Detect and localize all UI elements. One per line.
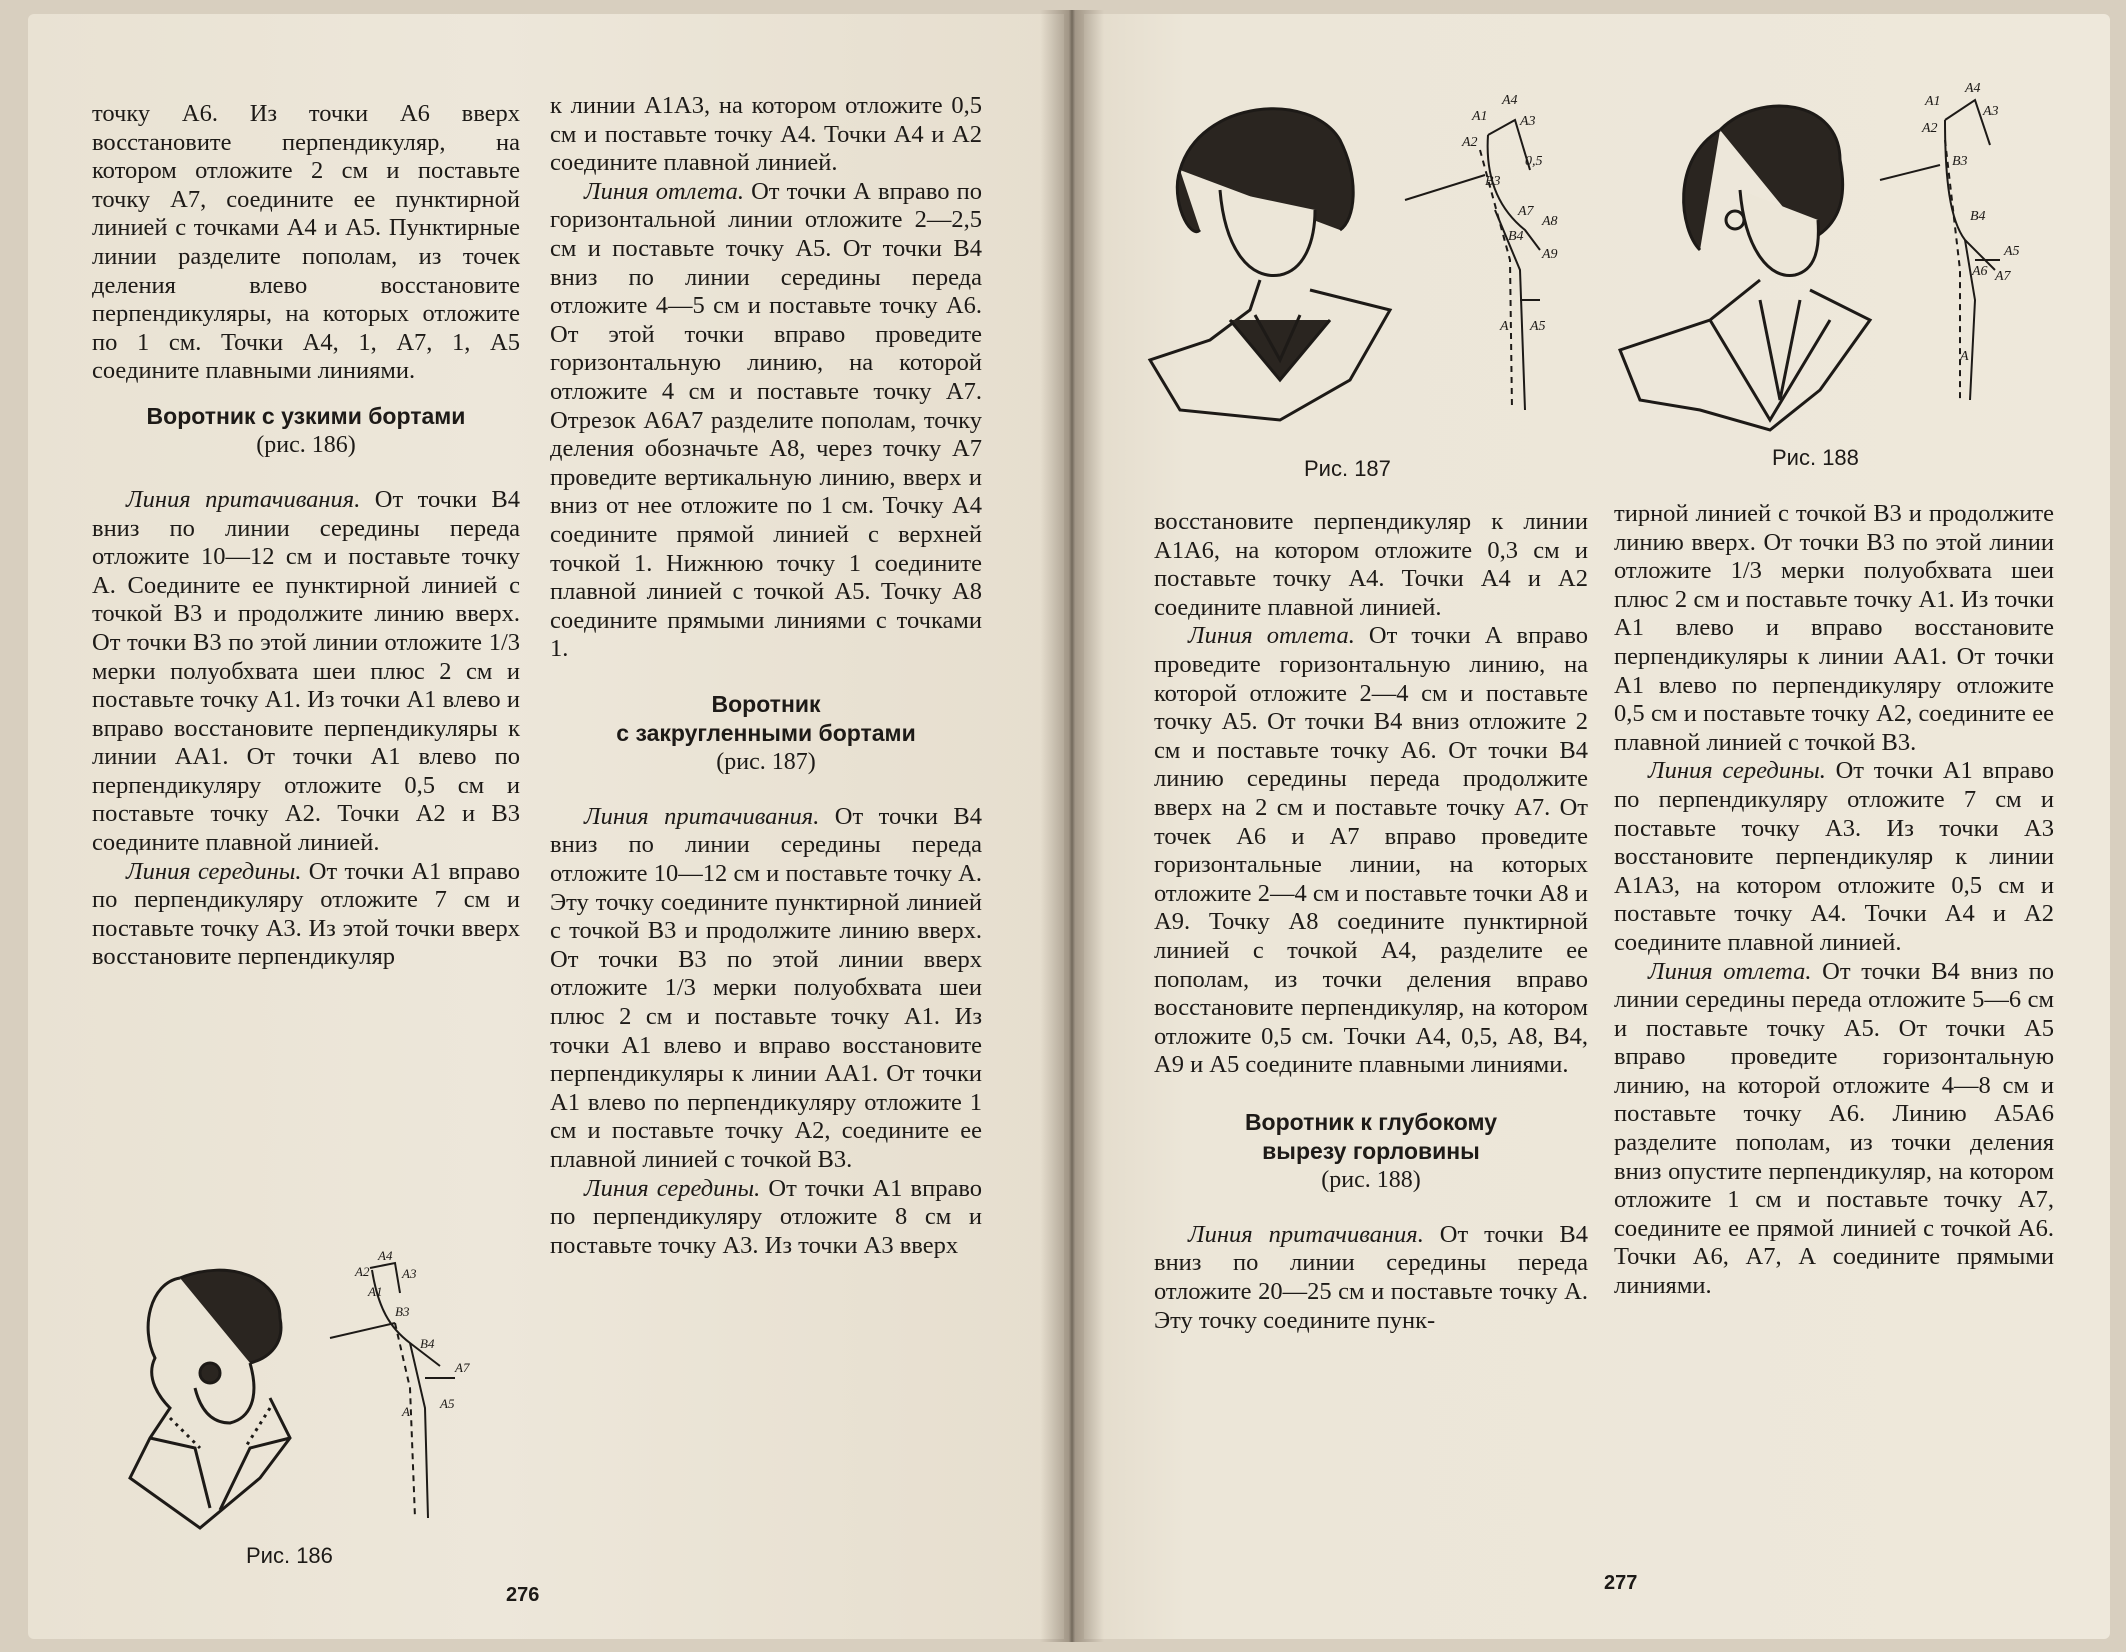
paragraph: Линия середины. От точки А1 вправо по перпендикуляру отложите 7 см и поставьте точку А3. Из этой точки вверх восстановите перпендикуляр bbox=[92, 857, 520, 971]
figure-188-labels bbox=[1921, 81, 2020, 364]
paragraph: Линия притачивания. От точки В4 вниз по линии середины переда отложите 10—12 см и поставьте точку А. Эту точку соедините пунктирной линией с точкой В3 и продолжите линию вверх. От точки В3 по этой линии вверх отложите 1/3 мерки полуобхвата шеи плюс 2 см и поставьте точку А1. Из точки А1 влево и вправо восстановите перпендикуляры к линии АА1. От точки А1 влево по перпендикуляру отложите 1 см и поставьте точку А2, соедините ее плавной линией с точкой В3. bbox=[550, 802, 982, 1173]
collar-pattern-drawing bbox=[1880, 100, 2000, 400]
paragraph: восстановите перпендикуляр к линии А1А6, на котором отложите 0,3 см и поставьте точку А4. Точки А4 и А2 соедините плавной линией. bbox=[1154, 508, 1588, 621]
svg-text:А9: А9 bbox=[1542, 247, 1558, 262]
svg-text:В4: В4 bbox=[1508, 229, 1524, 244]
figure-caption: Рис. 186 bbox=[246, 1543, 333, 1568]
page-number: 276 bbox=[506, 1584, 540, 1606]
collar-pattern-drawing bbox=[1405, 120, 1540, 410]
figure-188 bbox=[1600, 70, 2060, 440]
right-column-2 bbox=[1614, 500, 2054, 1301]
paragraph: Линия отлета. От точки В4 вниз по линии середины переда отложите 5—6 см и поставьте точку А5. От точки А5 вправо проведите горизонтальную линию, на которой отложите 4—8 см и поставьте точку А6. Линию А5А6 разделите пополам, из точки деления вниз опустите перпендикуляр, на котором отложите 1 см и поставьте точку А7, соедините ее прямой линией с точкой А6. Точки А6, А7, А соедините прямыми линиями. bbox=[1614, 957, 2054, 1300]
paragraph: Линия середины. От точки А1 вправо по перпендикуляру отложите 7 см и поставьте точку А3. Из точки А3 восстановите перпендикуляр к линии А1А3, на котором отложите 0,5 см и поставьте точку А4. Точки А4 и А2 соедините плавной линией. bbox=[1614, 757, 2054, 956]
book-gutter bbox=[1040, 10, 1104, 1642]
svg-text:А4: А4 bbox=[378, 1248, 393, 1263]
figure-186-labels bbox=[354, 1248, 470, 1419]
paragraph: Линия отлета. От точки А вправо по горизонтальной линии отложите 2—2,5 см и поставьте точку А5. От точки В4 вниз по линии середины переда отложите 4—5 см и поставьте точку А6. От этой точки вправо проведите горизонтальную линию, на которой отложите 4 см и поставьте точку А7. Отрезок А6А7 разделите пополам, точку деления обозначьте А8, через точку А7 проведите вертикальную линию, вверх и вниз от нее отложите по 1 см. Точку А4 соедините прямой линией с верхней точкой 1. Нижнюю точку 1 соедините плавной линией с точкой А5. Точку А8 соедините прямыми линиями с точками 1. bbox=[550, 177, 982, 663]
svg-text:А3: А3 bbox=[402, 1266, 417, 1281]
svg-text:А7: А7 bbox=[455, 1360, 470, 1375]
paragraph: к линии А1А3, на котором отложите 0,5 см и поставьте точку А4. Точки А4 и А2 соедините плавной линией. bbox=[550, 92, 982, 177]
svg-text:А5: А5 bbox=[2004, 244, 2020, 259]
svg-text:В4: В4 bbox=[420, 1336, 435, 1351]
page-number: 277 bbox=[1604, 1572, 1638, 1594]
svg-text:А8: А8 bbox=[1542, 214, 1558, 229]
svg-text:А3: А3 bbox=[1520, 114, 1536, 129]
svg-text:0,5: 0,5 bbox=[1525, 154, 1543, 169]
paragraph: Линия притачивания. От точки В4 вниз по линии середины переда отложите 10—12 см и поставьте точку А. Соедините ее пунктирной линией с точкой В3 и продолжите линию вверх. От точки В3 по этой линии отложите 1/3 мерки полуобхвата шеи плюс 2 см и поставьте точку А1. Из точки А1 влево и вправо восстановите перпендикуляры к линии АА1. От точки А1 влево по перпендикуляру отложите 0,5 см и поставьте точку А2. Точки А2 и В3 соедините плавной линией. bbox=[92, 485, 520, 857]
svg-text:А4: А4 bbox=[1965, 81, 1981, 96]
paragraph: Линия отлета. От точки А вправо проведите горизонтальную линию, на которой отложите 2—4 см и поставьте точку А5. От точки В4 вниз отложите 2 см и поставьте точку А6. От точки В4 линию середины переда продолжите вверх на 2 см и поставьте точку А7. От точек А6 и А7 вправо проведите горизонтальные линии, на которых отложите 2—4 см и поставьте точки А8 и А9. Точку А8 соедините пунктирной линией с точкой А4, разделите ее пополам, из точки деления вправо восстановите перпендикуляр, на котором отложите 0,5 см. Точки А4, 0,5, А8, В4, А9 и А5 соедините плавными линиями. bbox=[1154, 622, 1588, 1079]
section-heading: Воротник с узкими бортами (рис. 186) bbox=[146, 402, 466, 458]
figure-186 bbox=[110, 1248, 510, 1538]
svg-text:А3: А3 bbox=[1983, 104, 1999, 119]
svg-text:В3: В3 bbox=[1952, 154, 1968, 169]
figure-caption: Рис. 188 bbox=[1772, 445, 1859, 470]
right-column-1 bbox=[1154, 508, 1588, 1335]
paragraph: тирной линией с точкой В3 и продолжите линию вверх. От точки В3 по этой линии отложите 1/3 мерки полуобхвата шеи плюс 2 см и поставьте точку А1. Из точки А1 влево и вправо восстановите перпендикуляры к линии АА1. От точки А1 влево по перпендикуляру отложите 0,5 см и поставьте точку А2, соедините ее плавной линией с точкой В3. bbox=[1614, 500, 2054, 756]
woman-portrait-illustration bbox=[1150, 109, 1390, 420]
svg-text:А2: А2 bbox=[1462, 135, 1478, 150]
left-column-2 bbox=[550, 92, 982, 1260]
svg-text:А: А bbox=[1960, 349, 1969, 364]
svg-text:В4: В4 bbox=[1970, 209, 1986, 224]
svg-text:А5: А5 bbox=[1530, 319, 1546, 334]
paragraph: Линия середины. От точки А1 вправо по перпендикуляру отложите 8 см и поставьте точку А3. Из точки А3 вверх bbox=[550, 1174, 982, 1259]
paragraph: Линия притачивания. От точки В4 вниз по линии середины переда отложите 20—25 см и поставьте точку А. Эту точку соедините пунк- bbox=[1154, 1220, 1588, 1334]
svg-text:В3: В3 bbox=[395, 1304, 410, 1319]
svg-text:А4: А4 bbox=[1502, 93, 1518, 108]
svg-text:А: А bbox=[1500, 319, 1509, 334]
svg-text:А1: А1 bbox=[1925, 94, 1941, 109]
svg-text:А1: А1 bbox=[368, 1284, 383, 1299]
figure-187 bbox=[1140, 80, 1600, 440]
left-column-1 bbox=[92, 100, 520, 972]
svg-text:А5: А5 bbox=[440, 1396, 455, 1411]
woman-portrait-illustration bbox=[1620, 106, 1870, 430]
section-heading: Воротник с закругленными бортами (рис. 187) bbox=[616, 690, 916, 775]
svg-text:А7: А7 bbox=[1995, 269, 2011, 284]
collar-pattern-drawing bbox=[330, 1263, 455, 1518]
section-heading: Воротник к глубокому вырезу горловины (рис. 188) bbox=[1244, 1108, 1498, 1193]
figure-caption: Рис. 187 bbox=[1304, 456, 1391, 481]
paragraph: точку А6. Из точки А6 вверх восстановите перпендикуляр, на котором отложите 2 см и поставьте точку А7, соедините ее пунктирной линией с точками А4 и А5. Пунктирные линии разделите пополам, из точек деления влево восстановите перпендикуляры, на которых отложите по 1 см. Точки А4, 1, А7, 1, А5 соедините плавными линиями. bbox=[92, 100, 520, 385]
svg-text:А7: А7 bbox=[1518, 204, 1534, 219]
svg-text:А2: А2 bbox=[355, 1264, 370, 1279]
svg-text:А: А bbox=[402, 1404, 410, 1419]
svg-text:А1: А1 bbox=[1472, 109, 1488, 124]
woman-portrait-illustration bbox=[130, 1270, 290, 1528]
svg-text:В3: В3 bbox=[1485, 174, 1501, 189]
svg-text:А6: А6 bbox=[1972, 264, 1988, 279]
svg-text:А2: А2 bbox=[1922, 121, 1938, 136]
